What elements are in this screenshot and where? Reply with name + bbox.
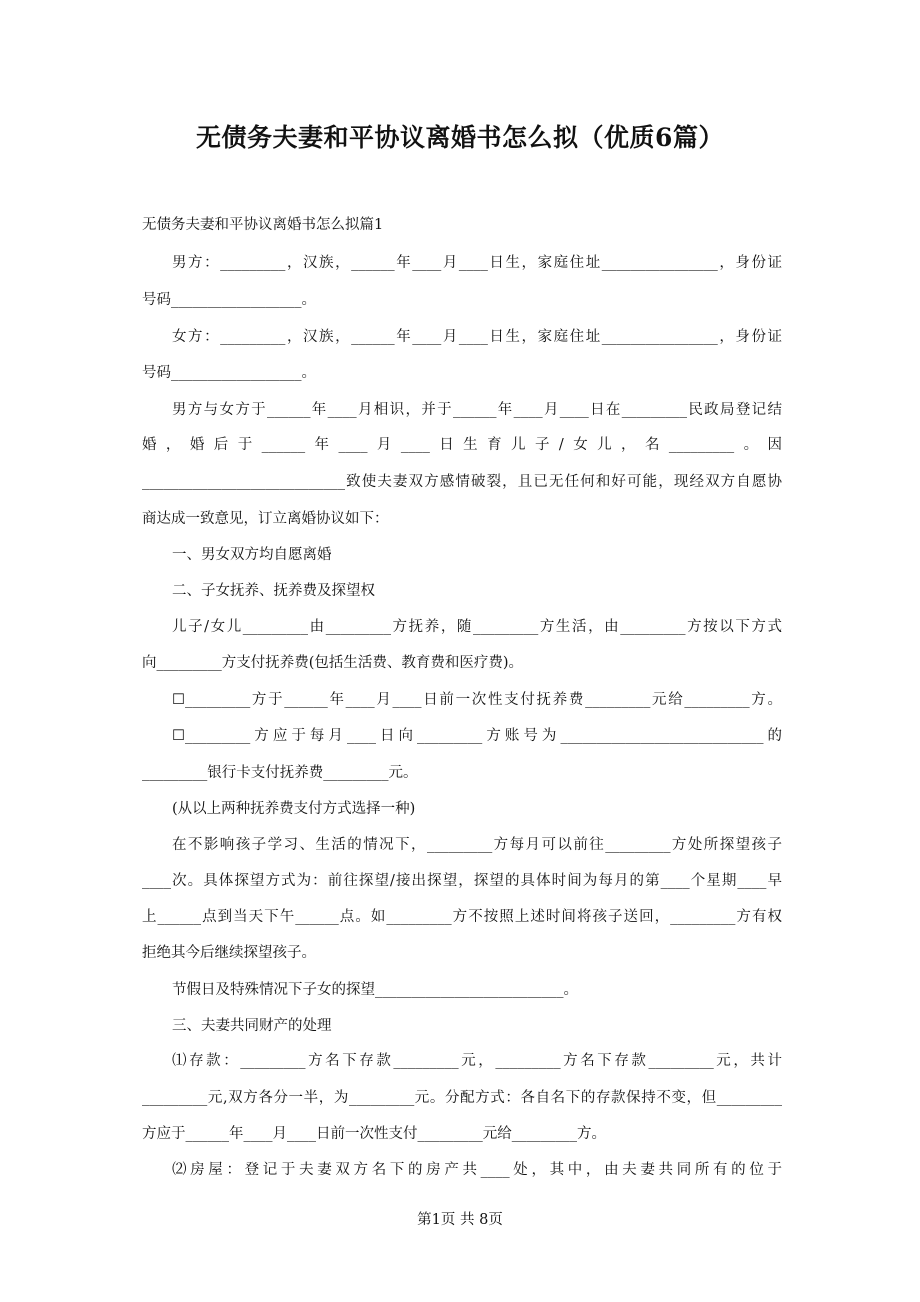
clause-heading: 二、子女抚养、抚养费及探望权 (172, 583, 375, 599)
page-footer: 第1页 共 8页 (417, 1212, 503, 1228)
paragraph-line: 在不影响孩子学习、生活的情况下，_________方每月可以前往_________方处所探望孩子 (172, 837, 782, 853)
paragraph-line: 男方：_________，汉族，______年____月____日生，家庭住址________________，身份证 (172, 255, 782, 271)
paragraph-line: ⑵房屋：登记于夫妻双方名下的房产共____处，其中，由夫妻共同所有的位于 (172, 1162, 782, 1178)
checkbox-option-line: ☐_________方应于每月____日向_________方账号为____________________________的 (172, 728, 782, 744)
paragraph-line: 女方：_________，汉族，______年____月____日生，家庭住址________________，身份证 (172, 329, 782, 345)
paragraph-line: ⑴存款：_________方名下存款_________元，_________方名下存款_________元，共计 (172, 1053, 782, 1069)
section-heading: 无债务夫妻和平协议离婚书怎么拟篇1 (142, 217, 384, 233)
paragraph-line: 婚，婚后于______年____月____日生育儿子/女儿，名_________。因 (142, 437, 782, 453)
paragraph-line: 节假日及特殊情况下子女的探望__________________________。 (172, 982, 578, 998)
paragraph-line: 号码__________________。 (142, 292, 316, 308)
paragraph-line: ____次。具体探望方式为：前往探望/接出探望，探望的具体时间为每月的第____个星期____早 (142, 873, 782, 889)
paragraph-line: (从以上两种抚养费支付方式选择一种) (172, 801, 416, 817)
paragraph-line: 儿子/女儿_________由_________方抚养，随_________方生活，由_________方按以下方式 (172, 619, 782, 635)
paragraph-line: ____________________________致使夫妻双方感情破裂，且已无任何和好可能，现经双方自愿协 (142, 474, 782, 490)
document-title: 无债务夫妻和平协议离婚书怎么拟（优质6篇） (196, 123, 724, 152)
clause-heading: 三、夫妻共同财产的处理 (172, 1018, 332, 1034)
paragraph-line: 上______点到当天下午______点。如_________方不按照上述时间将孩子送回，_________方有权 (142, 909, 782, 925)
checkbox-option-line: ☐_________方于______年____月____日前一次性支付抚养费_________元给_________方。 (172, 692, 782, 708)
clause-heading: 一、男女双方均自愿离婚 (172, 547, 332, 563)
paragraph-line: 拒绝其今后继续探望孩子。 (142, 945, 316, 961)
paragraph-line: 商达成一致意见，订立离婚协议如下： (142, 511, 389, 527)
paragraph-line: 方应于______年____月____日前一次性支付_________元给_________方。 (142, 1126, 606, 1142)
paragraph-line: 向_________方支付抚养费(包括生活费、教育费和医疗费)。 (142, 655, 524, 671)
paragraph-line: 男方与女方于______年____月相识，并于______年____月____日在_________民政局登记结 (172, 402, 782, 418)
paragraph-line: 号码__________________。 (142, 365, 316, 381)
paragraph-line: _________元,双方各分一半，为_________元。分配方式：各自名下的存款保持不变，但_________ (142, 1090, 782, 1106)
paragraph-line: _________银行卡支付抚养费_________元。 (142, 765, 418, 781)
